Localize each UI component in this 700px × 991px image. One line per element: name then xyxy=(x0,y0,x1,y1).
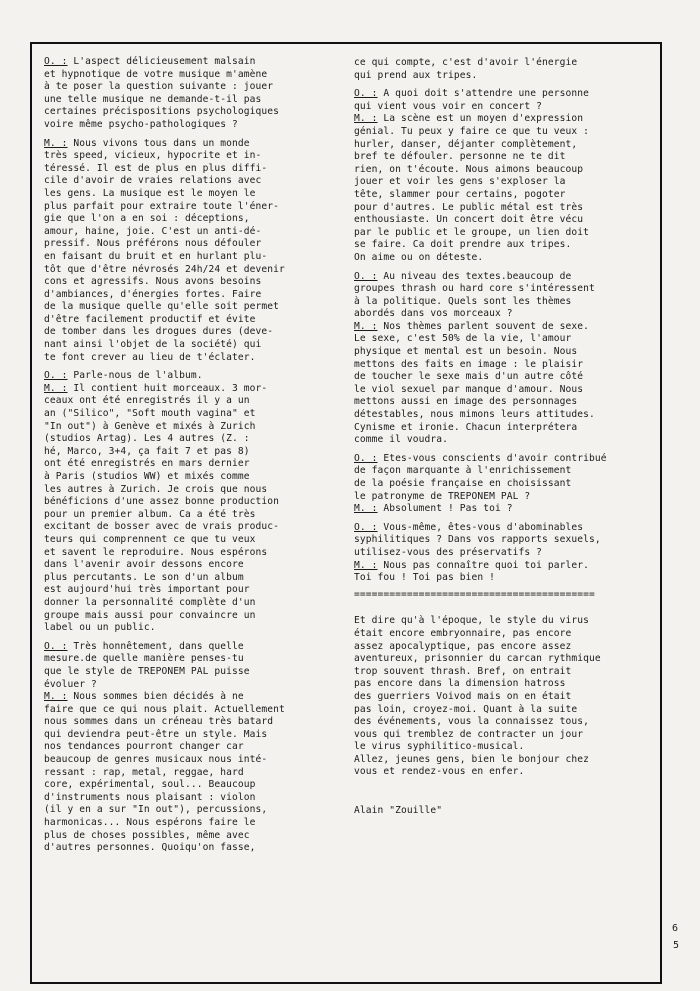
line-text: plus percutants. Le son d'un album xyxy=(44,571,244,583)
text-line xyxy=(354,371,654,384)
text-line xyxy=(44,339,334,352)
line-text: Nos thèmes parlent souvent de sexe. xyxy=(377,320,590,332)
line-text: ressant : rap, metal, reggae, hard xyxy=(44,766,244,778)
text-line xyxy=(44,458,334,471)
line-text: core, expérimental, soul... Beaucoup xyxy=(44,779,256,791)
speaker-label: M. : xyxy=(354,559,378,571)
line-text: hé, Marco, 3+4, ça fait 7 et pas 8) xyxy=(44,445,250,457)
line-text: à Paris (studios WW) et mixés comme xyxy=(44,471,250,482)
text-line xyxy=(354,409,654,422)
text-line xyxy=(44,264,334,277)
line-text: L'aspect délicieusement malsain xyxy=(67,56,256,67)
outro-line: vous et rendez-vous en enfer. xyxy=(354,766,525,778)
line-text: plus parfait pour extraire toute l'éner- xyxy=(44,200,280,212)
outro-line: pas loin, croyez-moi. Quant à la suite xyxy=(354,703,578,715)
outro-line: des événements, vous la connaissez tous, xyxy=(354,716,590,728)
text-line xyxy=(354,522,654,535)
text-line xyxy=(354,126,654,139)
speaker-label: O. : xyxy=(354,452,378,464)
text-line xyxy=(44,201,334,214)
speaker-label: M. : xyxy=(354,113,378,125)
text-line xyxy=(44,679,334,692)
page-number: 5 xyxy=(673,940,680,951)
text-line xyxy=(354,176,654,189)
line-text: cile d'avoir de vraies relations avec xyxy=(44,175,262,187)
line-text: et hypnotique de votre musique m'amène xyxy=(44,68,268,80)
line-text: donner la personnalité complète d'un xyxy=(44,596,256,608)
line-text: les autres à Zurich. Je crois que nous xyxy=(44,483,268,495)
line-text: Nous sommes bien décidés à ne xyxy=(67,691,244,703)
line-text: de la musique quelle qu'elle soit permet xyxy=(44,301,280,313)
line-text: le patronyme de TREPONEM PAL ? xyxy=(354,490,531,502)
line-text: (il y en a sur "In out"), percussions, xyxy=(44,804,268,816)
text-line xyxy=(44,622,334,635)
line-text: A quoi doit s'attendre une personne xyxy=(377,88,590,100)
text-line xyxy=(354,396,654,409)
outro-line: trop souvent thrash. Bref, on entrait xyxy=(354,665,572,677)
speaker-label: O. : xyxy=(44,370,68,382)
text-line xyxy=(44,804,334,817)
speaker-label: M. : xyxy=(44,691,68,703)
line-text: te font crever au lieu de t'éclater. xyxy=(44,351,256,363)
text-line xyxy=(44,289,334,302)
speaker-label: M. : xyxy=(44,137,68,149)
line-text: que le style de TREPONEM PAL puisse xyxy=(44,665,250,677)
text-line xyxy=(44,276,334,289)
text-line xyxy=(44,56,334,69)
text-line xyxy=(44,779,334,792)
text-line xyxy=(354,88,654,101)
text-line xyxy=(44,653,334,666)
text-line xyxy=(44,509,334,522)
text-line xyxy=(354,534,654,547)
line-text: amour, haine, joie. C'est un anti-dé- xyxy=(44,225,262,237)
line-text: le viol sexuel par manque d'amour. Nous xyxy=(354,383,584,395)
text-line xyxy=(354,478,654,491)
line-text: très speed, vicieux, hypocrite et in- xyxy=(44,150,262,162)
line-text: d'être facilement productif et évite xyxy=(44,313,256,325)
line-text: en faisant du bruit et en hurlant plu- xyxy=(44,250,268,262)
speaker-label: O. : xyxy=(354,270,378,282)
paragraph-spacer xyxy=(354,601,654,615)
text-line xyxy=(354,239,654,252)
line-text: à te poser la question suivante : jouer xyxy=(44,81,274,93)
line-text: mettons aussi en image des personnages xyxy=(354,396,578,408)
text-line xyxy=(44,559,334,572)
line-text: jouer et voir les gens s'exploser la xyxy=(354,176,566,188)
text-line xyxy=(44,421,334,434)
text-line xyxy=(44,352,334,365)
line-text: faire que ce qui nous plait. Actuellement xyxy=(44,703,285,715)
text-line xyxy=(44,213,334,226)
text-line xyxy=(44,641,334,654)
outro-line: des guerriers Voivod mais on en était xyxy=(354,690,572,702)
margin-mark: 6 xyxy=(672,923,679,934)
text-line xyxy=(44,741,334,754)
line-text: groupes thrash ou hard core s'intéressent xyxy=(354,283,595,295)
text-line xyxy=(354,214,654,227)
line-text: d'autres personnes. Quoiqu'on fasse, xyxy=(44,842,256,854)
text-line xyxy=(44,729,334,742)
section-divider: ========================================= xyxy=(354,588,595,600)
outro-line: assez apocalyptique, pas encore assez xyxy=(354,640,572,652)
speaker-label: M. : xyxy=(354,503,378,515)
text-line xyxy=(354,139,654,152)
outro-line: était encore embryonnaire, pas encore xyxy=(354,627,572,639)
line-text: mesure.de quelle manière penses-tu xyxy=(44,653,244,665)
text-line xyxy=(354,189,654,202)
text-line xyxy=(354,202,654,215)
line-text: pressif. Nous préférons nous défouler xyxy=(44,238,262,250)
line-text: Vous-même, êtes-vous d'abominables xyxy=(377,521,584,533)
text-line xyxy=(44,496,334,509)
line-text: an ("Silico", "Soft mouth vagina" et xyxy=(44,408,256,420)
line-text: syphilitiques ? Dans vos rapports sexuels, xyxy=(354,534,601,546)
text-line xyxy=(354,491,654,504)
text-line xyxy=(354,453,654,466)
speaker-label: M. : xyxy=(44,382,68,394)
line-text: La scène est un moyen d'expression xyxy=(377,113,584,125)
line-text: pour d'autres. Le public métal est très xyxy=(354,201,584,213)
line-text: enthousiaste. Un concert doit être vécu xyxy=(354,214,584,226)
text-line xyxy=(354,359,654,372)
outro-line: Et dire qu'à l'époque, le style du virus xyxy=(354,615,590,627)
line-text: Etes-vous conscients d'avoir contribué xyxy=(377,452,607,464)
line-text: génial. Tu peux y faire ce que tu veux : xyxy=(354,125,590,137)
line-text: voire même psycho-pathologiques ? xyxy=(44,118,238,130)
line-text: excitant de bosser avec de vrais produc- xyxy=(44,521,280,533)
line-text: qui vient vous voir en concert ? xyxy=(354,100,543,112)
text-line xyxy=(44,370,334,383)
line-text: physique et mental est un besoin. Nous xyxy=(354,346,578,358)
text-line xyxy=(44,666,334,679)
text-line xyxy=(354,113,654,126)
text-line xyxy=(354,384,654,397)
text-line xyxy=(44,94,334,107)
text-line xyxy=(354,547,654,560)
line-text: "In out") à Genève et mixés à Zurich xyxy=(44,420,256,432)
text-line xyxy=(44,704,334,717)
text-line xyxy=(44,767,334,780)
line-text: Parle-nous de l'album. xyxy=(67,370,203,382)
text-line xyxy=(44,326,334,339)
line-text: bref te défouler. personne ne te dit xyxy=(354,151,566,163)
line-text: ce qui compte, c'est d'avoir l'énergie xyxy=(354,57,578,68)
line-text: utilisez-vous des préservatifs ? xyxy=(354,546,543,558)
line-text: hurler, danser, déjanter complètement, xyxy=(354,138,578,150)
text-line xyxy=(354,283,654,296)
text-line xyxy=(354,227,654,240)
line-text: label ou un public. xyxy=(44,622,156,634)
text-line xyxy=(44,81,334,94)
text-line xyxy=(44,754,334,767)
text-line xyxy=(44,175,334,188)
text-line xyxy=(44,408,334,421)
line-text: Au niveau des textes.beaucoup de xyxy=(377,270,572,282)
line-text: évoluer ? xyxy=(44,678,97,690)
text-line xyxy=(354,271,654,284)
text-line xyxy=(44,484,334,497)
text-line xyxy=(354,346,654,359)
line-text: On aime ou on déteste. xyxy=(354,251,484,263)
outro-line: le virus syphilitico-musical. xyxy=(354,741,525,753)
text-line xyxy=(354,434,654,447)
text-line xyxy=(354,296,654,309)
text-line xyxy=(44,138,334,151)
line-text: beaucoup de genres musicaux nous inté- xyxy=(44,754,268,766)
line-text: groupe mais aussi pour convaincre un xyxy=(44,609,256,621)
text-line xyxy=(44,383,334,396)
speaker-label: O. : xyxy=(354,521,378,533)
text-line xyxy=(354,465,654,478)
text-line xyxy=(44,691,334,704)
text-line xyxy=(44,251,334,264)
line-text: à la politique. Quels sont les thèmes xyxy=(354,295,572,307)
signature: Alain "Zouille" xyxy=(354,805,443,817)
text-line xyxy=(44,301,334,314)
line-text: et savent le reproduire. Nous espérons xyxy=(44,546,268,558)
text-line xyxy=(354,422,654,435)
outro-line: aventureux, prisonnier du carcan rythmique xyxy=(354,653,601,665)
text-line xyxy=(44,572,334,585)
line-text: détestables, nous mimons leurs attitudes. xyxy=(354,409,595,421)
text-line xyxy=(44,716,334,729)
speaker-label: M. : xyxy=(354,320,378,332)
line-text: par le public et le groupe, un lien doit xyxy=(354,226,590,238)
line-text: tôt que d'être névrosés 24h/24 et devenir xyxy=(44,263,285,275)
text-line xyxy=(354,321,654,334)
line-text: dans l'avenir avoir dessons encore xyxy=(44,559,244,571)
paragraph-spacer xyxy=(354,779,654,805)
text-line xyxy=(354,164,654,177)
line-text: Cynisme et ironie. Chacun interprétera xyxy=(354,421,578,433)
text-line xyxy=(44,521,334,534)
line-text: de toucher le sexe mais d'un autre côté xyxy=(354,371,584,383)
text-line xyxy=(44,226,334,239)
line-text: teurs qui comprennent ce que tu veux xyxy=(44,533,256,545)
text-line xyxy=(44,842,334,855)
line-text: gie que l'on a en soi : déceptions, xyxy=(44,213,250,225)
text-line xyxy=(44,314,334,327)
line-text: plus de choses possibles, même avec xyxy=(44,829,250,841)
line-text: ont été enregistrés en mars dernier xyxy=(44,458,250,470)
line-text: qui prend aux tripes. xyxy=(354,69,478,81)
text-line xyxy=(44,238,334,251)
text-line xyxy=(44,446,334,459)
text-line xyxy=(44,547,334,560)
text-line xyxy=(44,188,334,201)
line-text: Il contient huit morceaux. 3 mor- xyxy=(67,382,268,394)
line-text: nos tendances pourront changer car xyxy=(44,741,244,753)
line-text: Nous vivons tous dans un monde xyxy=(67,137,250,149)
line-text: de la poésie française en choisissant xyxy=(354,478,572,489)
outro-line: pas encore dans la dimension hatross xyxy=(354,678,566,690)
text-line xyxy=(44,584,334,597)
line-text: de façon marquante à l'enrichissement xyxy=(354,465,572,477)
text-line xyxy=(44,792,334,805)
text-line xyxy=(354,57,654,70)
line-text: (studios Artag). Les 4 autres (Z. : xyxy=(44,433,250,445)
line-text: d'instruments nous plaisant : violon xyxy=(44,791,256,803)
line-text: Très honnêtement, dans quelle xyxy=(67,640,244,652)
line-text: est aujourd'hui très important pour xyxy=(44,584,250,596)
line-text: qui deviendra peut-être un style. Mais xyxy=(44,728,268,740)
text-line xyxy=(44,119,334,132)
line-text: nous sommes dans un créneau très batard xyxy=(44,716,274,728)
text-line xyxy=(44,534,334,547)
text-line xyxy=(44,597,334,610)
line-text: les gens. La musique est le moyen le xyxy=(44,187,256,199)
line-text: comme il voudra. xyxy=(354,434,449,446)
text-line xyxy=(44,817,334,830)
text-line xyxy=(44,163,334,176)
text-line xyxy=(44,471,334,484)
text-line xyxy=(354,151,654,164)
text-line xyxy=(354,308,654,321)
right-column xyxy=(354,57,654,818)
line-text: Toi fou ! Toi pas bien ! xyxy=(354,572,496,584)
line-text: nant ainsi l'objet de la société) qui xyxy=(44,339,262,351)
text-line xyxy=(354,333,654,346)
text-line xyxy=(44,106,334,119)
outro-line: Allez, jeunes gens, bien le bonjour chez xyxy=(354,753,590,765)
speaker-label: O. : xyxy=(44,640,68,652)
line-text: une telle musique ne demande-t-il pas xyxy=(44,93,262,105)
line-text: harmonicas... Nous espérons faire le xyxy=(44,817,256,829)
text-line xyxy=(354,101,654,114)
line-text: Le sexe, c'est 50% de la vie, l'amour xyxy=(354,333,572,345)
text-line xyxy=(44,395,334,408)
text-line xyxy=(44,610,334,623)
text-line xyxy=(44,69,334,82)
line-text: Absolument ! Pas toi ? xyxy=(377,503,513,515)
line-text: certaines précispositions psychologiques xyxy=(44,106,280,118)
line-text: Nous pas connaître quoi toi parler. xyxy=(377,559,590,571)
text-line xyxy=(354,503,654,516)
line-text: rien, on t'écoute. Nous aimons beaucoup xyxy=(354,163,584,175)
line-text: d'ambiances, d'énergies fortes. Faire xyxy=(44,288,262,300)
line-text: abordés dans vos morceaux ? xyxy=(354,308,513,320)
line-text: téressé. Il est de plus en plus diffi- xyxy=(44,162,268,174)
outro-line: vous qui tremblez de contracter un jour xyxy=(354,728,584,740)
line-text: se faire. Ca doit prendre aux tripes. xyxy=(354,239,572,251)
line-text: ceaux ont été enregistrés il y a un xyxy=(44,395,250,407)
text-line xyxy=(44,433,334,446)
line-text: cons et agressifs. Nous avons besoins xyxy=(44,276,262,288)
line-text: mettons des faits en image : le plaisir xyxy=(354,358,584,370)
text-line xyxy=(44,830,334,843)
text-line xyxy=(354,70,654,83)
line-text: bénéficions d'une assez bonne production xyxy=(44,496,280,508)
speaker-label: O. : xyxy=(354,88,378,100)
text-line xyxy=(354,252,654,265)
line-text: pour un premier album. Ca a été très xyxy=(44,508,256,520)
line-text: tête, slammer pour certains, pogoter xyxy=(354,188,566,200)
text-line xyxy=(354,560,654,573)
text-line xyxy=(354,572,654,585)
text-line xyxy=(44,150,334,163)
left-column xyxy=(44,56,334,855)
line-text: de tomber dans les drogues dures (deve- xyxy=(44,326,274,338)
speaker-label: O. : xyxy=(44,56,68,67)
